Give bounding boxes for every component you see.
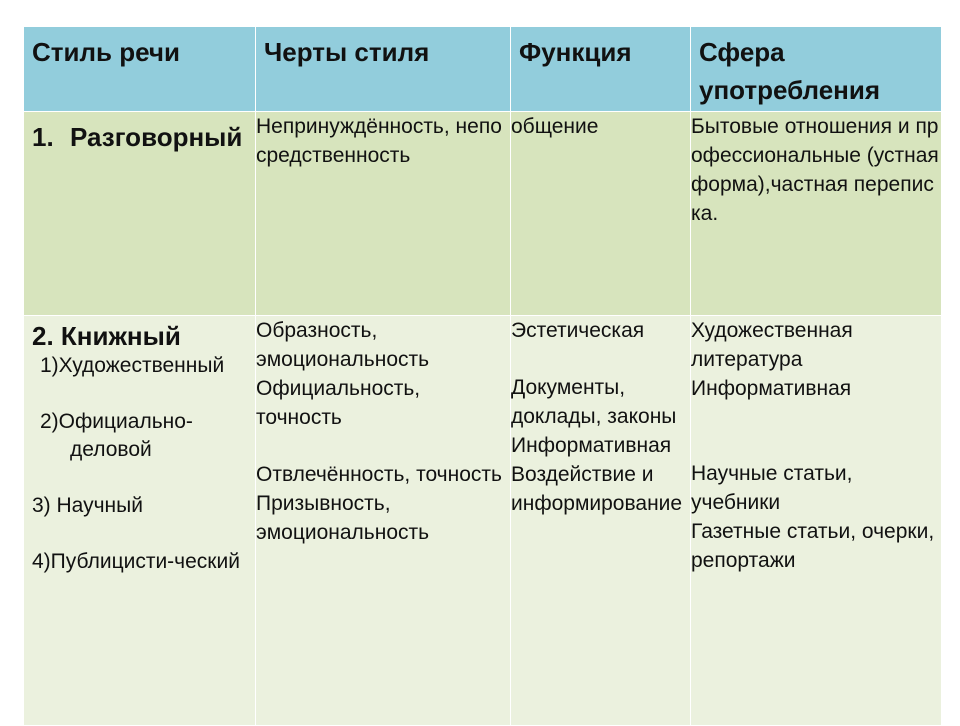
- cell-sphere-bookish: [691, 316, 942, 726]
- header-row: [24, 27, 942, 112]
- features-item: Образность, эмоциональность: [256, 319, 430, 371]
- sphere-item: Газетные статьи, очерки, репортажи: [691, 520, 935, 572]
- table-row-colloquial: [24, 112, 942, 316]
- substyle-item: 2)Официально-деловой: [40, 410, 193, 461]
- substyle-item: 3) Научный: [32, 494, 143, 517]
- function-item: Эстетическая: [511, 319, 645, 342]
- speech-styles-table: [23, 26, 942, 726]
- function-text: общение: [511, 115, 599, 138]
- cell-style-colloquial: [24, 112, 256, 316]
- style-name: 2. Книжный: [32, 321, 181, 351]
- header-style: Стиль речи: [24, 27, 256, 112]
- cell-features-bookish: [256, 316, 511, 726]
- cell-function-bookish: [511, 316, 691, 726]
- cell-features-colloquial: [256, 112, 511, 316]
- substyle-item: 4)Публицисти-ческий: [32, 550, 240, 573]
- header-sphere: Сфера употребления: [691, 27, 942, 112]
- header-function: Функция: [511, 27, 691, 112]
- style-number: 1.: [32, 122, 54, 152]
- function-item: Документы, доклады, законы: [511, 376, 677, 428]
- features-text: Непринуждённость, непосредственность: [256, 115, 502, 167]
- function-item: Воздействие и информирование: [511, 463, 683, 515]
- function-item: Информативная: [511, 434, 672, 457]
- table-row-bookish: [24, 316, 942, 726]
- cell-function-colloquial: [511, 112, 691, 316]
- sphere-item: Художественная литература: [691, 319, 853, 371]
- sphere-item: Информативная: [691, 377, 852, 400]
- features-item: Отвлечённость, точность: [256, 463, 502, 486]
- sphere-text: Бытовые отношения и профессиональные (устная форма),частная переписка.: [691, 115, 939, 225]
- substyle-item: 1)Художественный: [40, 354, 225, 377]
- cell-style-bookish: [24, 316, 256, 726]
- features-item: Официальность, точность: [256, 377, 421, 429]
- features-item: Призывность, эмоциональность: [256, 492, 430, 544]
- sphere-item: Научные статьи, учебники: [691, 462, 853, 514]
- cell-sphere-colloquial: [691, 112, 942, 316]
- style-name: Разговорный: [70, 122, 243, 152]
- header-features: Черты стиля: [256, 27, 511, 112]
